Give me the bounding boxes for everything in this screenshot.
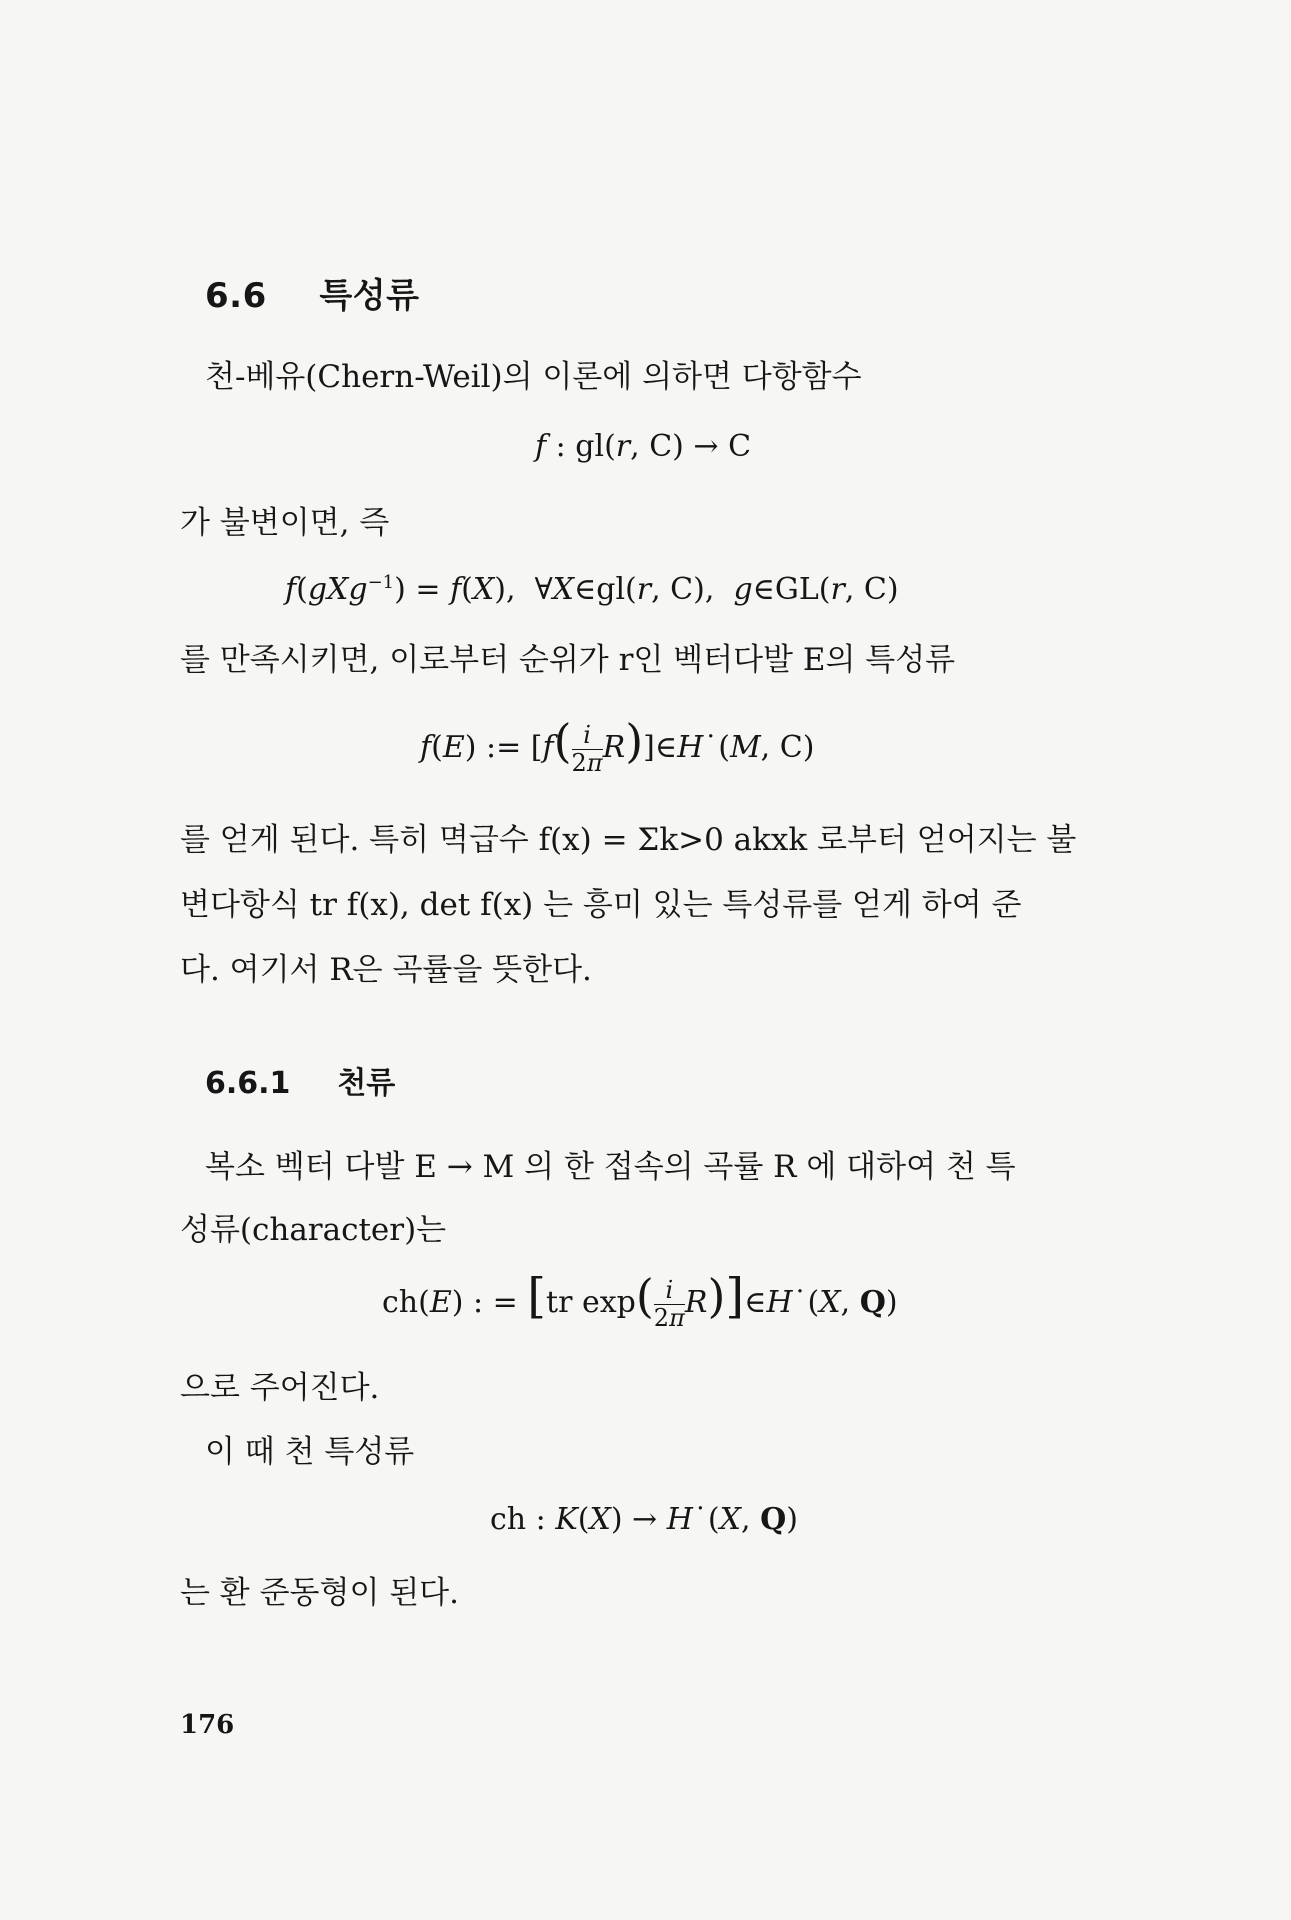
para1-formula3: f(E) := [f( $\frac{i}{2\pi}$ R)]∈H˙(M, C) — [420, 714, 815, 777]
section-heading — [205, 268, 419, 317]
para1-line5-text: 변다항식 tr f(x), det f(x) 는 흥미 있는 특성류를 얻게 하여 준 — [180, 887, 1022, 923]
para1-line5 — [180, 887, 1150, 923]
para2-line5: 는 환 준동형이 된다. — [180, 1575, 459, 1611]
para1-line2: 가 불변이면, 즉 — [180, 505, 390, 541]
subsection-number: 6.6.1 — [205, 1066, 291, 1101]
para1-line4 — [180, 822, 1150, 858]
para2-line4: 이 때 천 특성류 — [205, 1434, 415, 1470]
para1-line6: 다. 여기서 R은 곡률을 뜻한다. — [180, 952, 592, 988]
section-title: 특성류 — [319, 276, 420, 316]
para2-line1 — [205, 1149, 1150, 1185]
subsection-title: 천류 — [337, 1066, 396, 1101]
para1-line3: 를 만족시키면, 이로부터 순위가 r인 벡터다발 E의 특성류 — [180, 642, 956, 678]
para1-formula2: f(gXg$^{-1}$) = f(X), ∀X∈gl(r, C), g∈GL(r, C) — [285, 572, 899, 607]
subsection-heading — [205, 1058, 395, 1102]
page-number: 176 — [180, 1710, 235, 1740]
para1-line1: 천-베유(Chern-Weil)의 이론에 의하면 다항함수 — [205, 359, 862, 395]
para2-formula2: ch : K(X) → H˙(X, Q) — [490, 1502, 798, 1537]
para1-line4-text: 를 얻게 된다. 특히 멱급수 f(x) = Σk>0 akxk 로부터 얻어지는 불 — [180, 822, 1077, 858]
para2-line3: 으로 주어진다. — [180, 1370, 380, 1406]
para2-formula1: ch(E) : = [tr exp( $\frac{i}{2\pi}$ R)]∈H˙(X, Q) — [382, 1268, 898, 1332]
para2-line1-text: 복소 벡터 다발 E → M 의 한 접속의 곡률 R 에 대하여 천 특 — [205, 1149, 1016, 1185]
section-number: 6.6 — [205, 276, 267, 316]
para1-formula1: f : gl(r, C) → C — [535, 429, 752, 464]
para2-line2: 성류(character)는 — [180, 1212, 447, 1248]
